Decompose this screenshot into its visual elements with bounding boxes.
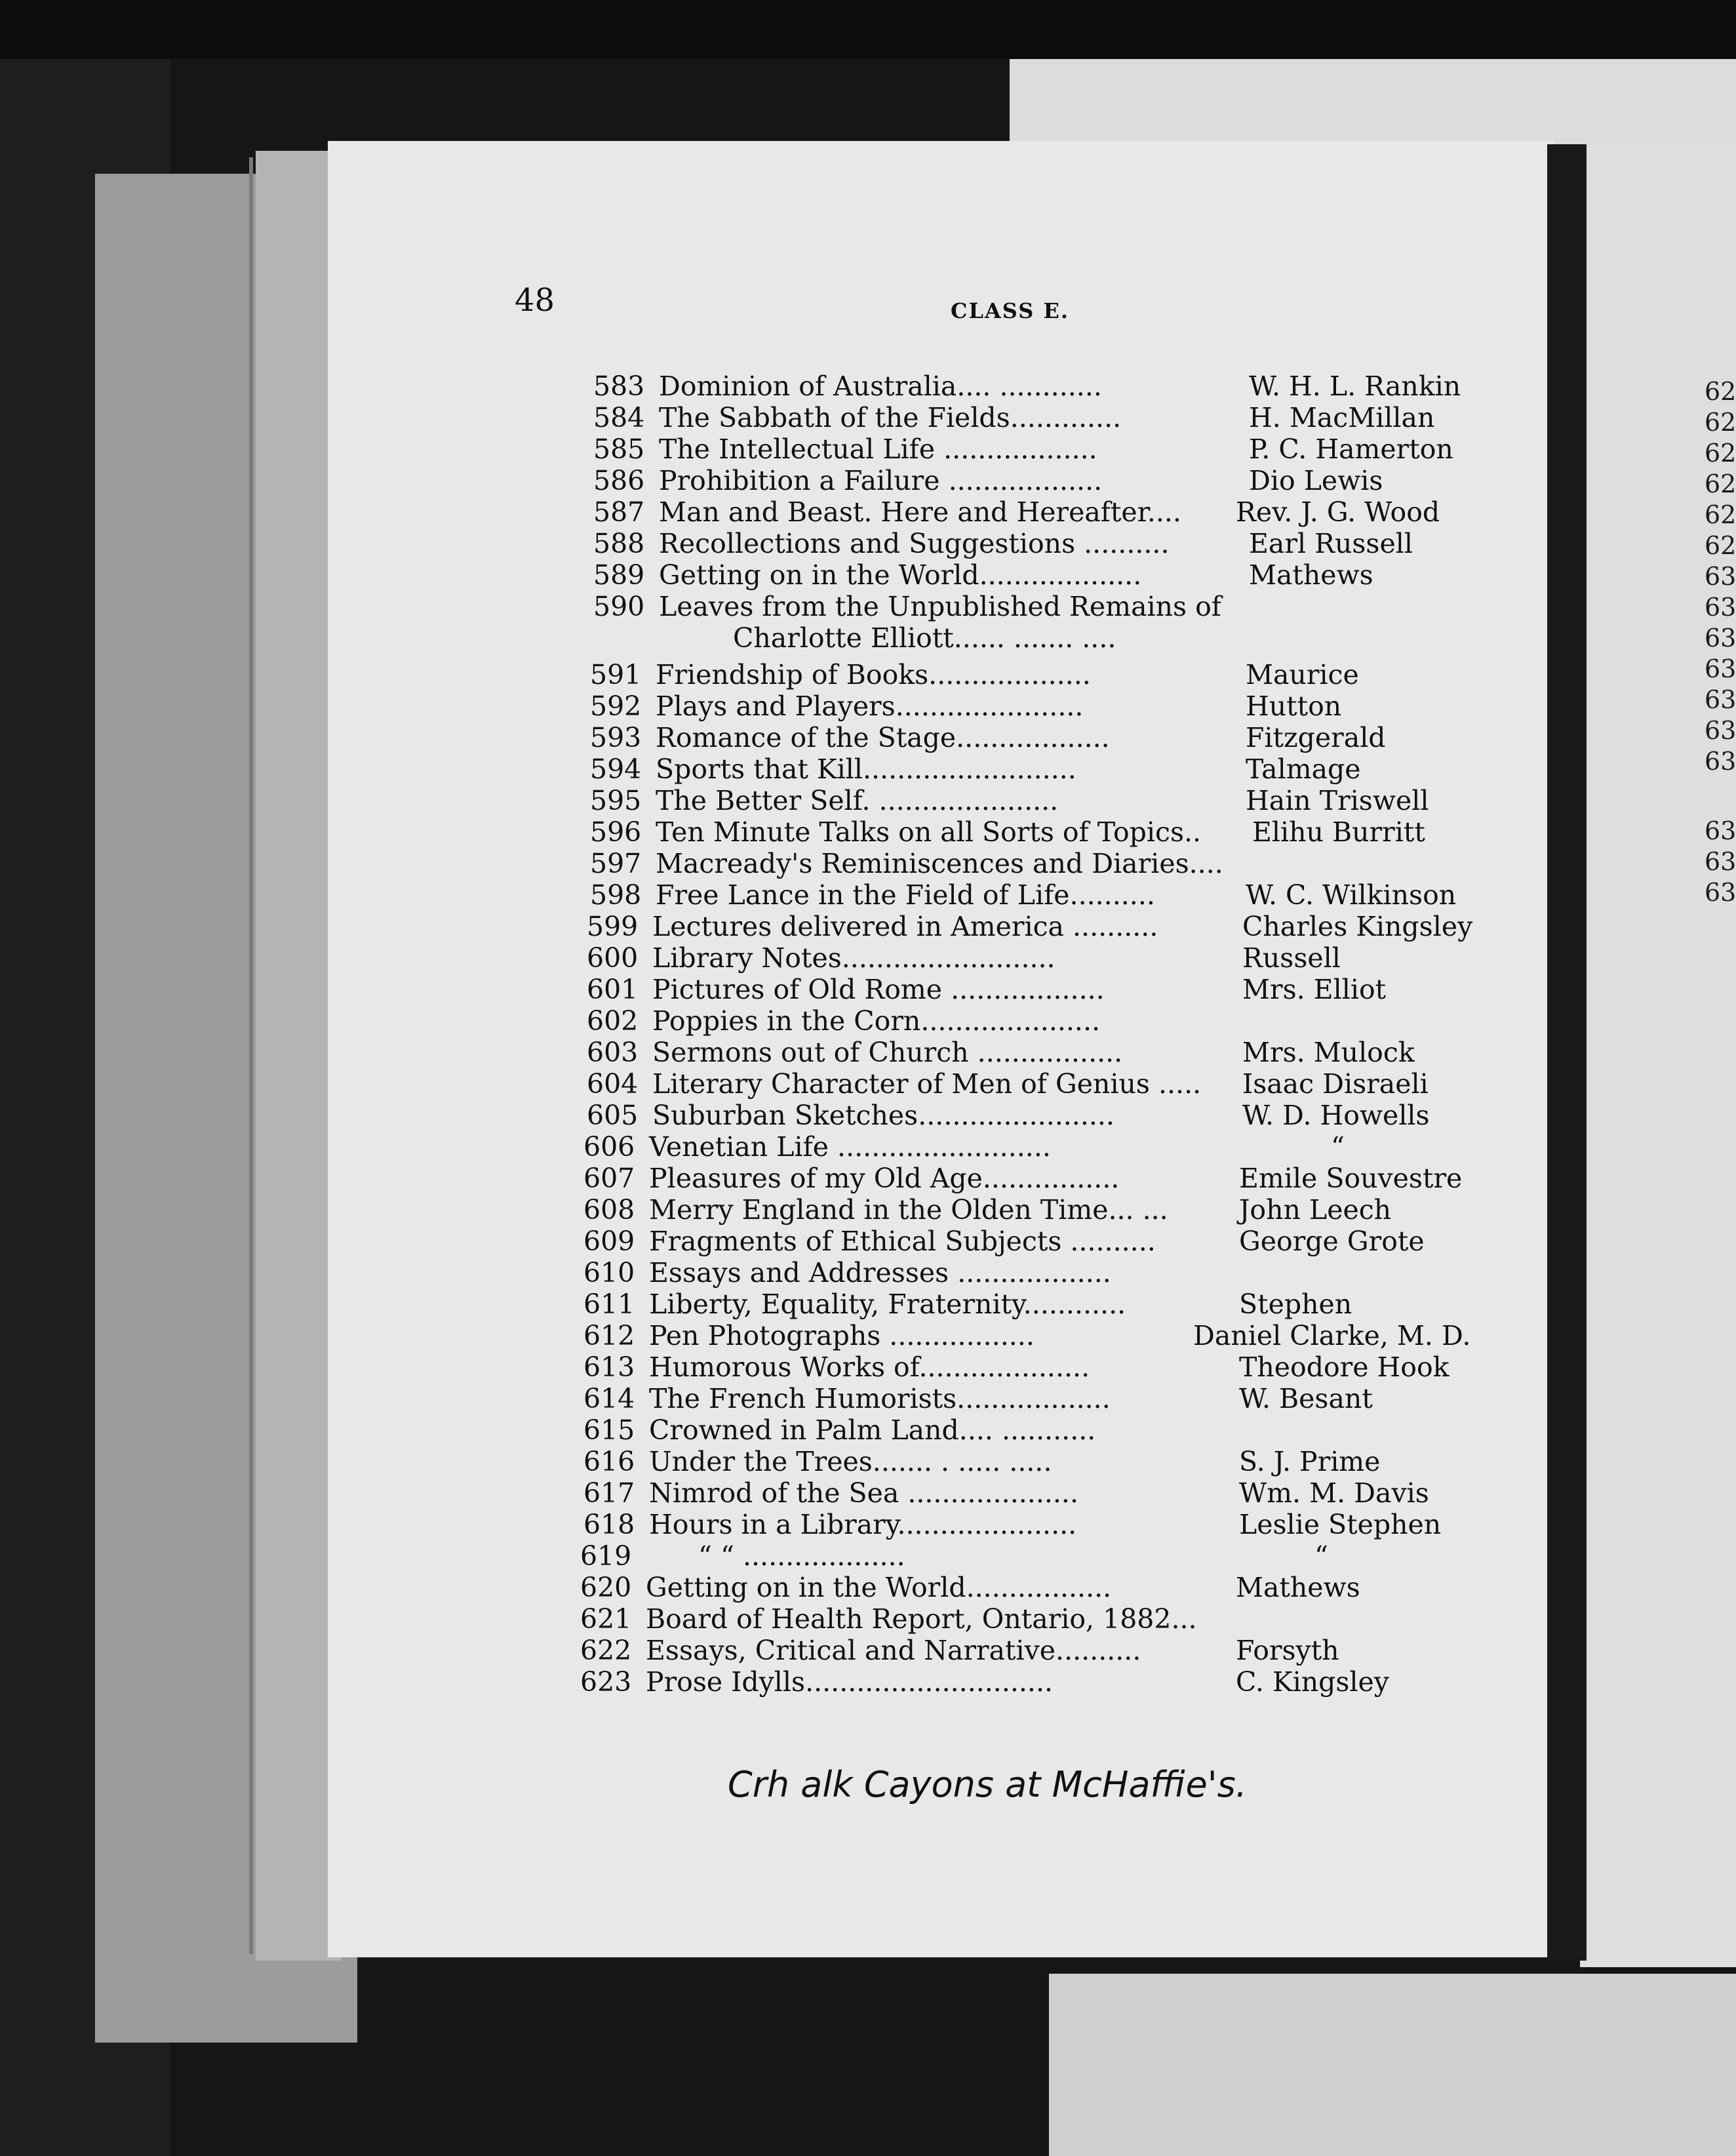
entry-number: 620	[580, 1572, 632, 1603]
entry-number: 597	[590, 848, 642, 879]
entry-author: W. D. Howells	[1242, 1100, 1430, 1131]
entry-number: 596	[590, 816, 642, 848]
entry-author: Charles Kingsley	[1242, 911, 1473, 942]
entry-author: Hutton	[1246, 690, 1342, 722]
entry-number: 602	[587, 1005, 639, 1037]
right-page-number: 63	[1705, 847, 1736, 876]
entry-title: Dominion of Australia.... ............	[659, 370, 1102, 402]
class-heading: CLASS E.	[951, 298, 1069, 323]
entry-title: Lectures delivered in America ..........	[652, 911, 1158, 942]
entry-number: 604	[587, 1068, 639, 1100]
entry-number: 616	[583, 1446, 635, 1477]
entry-title: Getting on in the World.................	[646, 1572, 1112, 1603]
entry-number: 608	[583, 1194, 635, 1226]
entry-author: W. H. L. Rankin	[1249, 370, 1461, 402]
entry-number: 586	[593, 465, 645, 496]
entry-title: Crowned in Palm Land.... ...........	[649, 1414, 1096, 1446]
entry-title: Sports that Kill.........................	[656, 753, 1076, 785]
entry-number: 593	[590, 722, 642, 753]
entry-number: 598	[590, 879, 642, 911]
right-page-number: 63	[1705, 878, 1736, 907]
entry-author: W. Besant	[1239, 1383, 1373, 1414]
entry-author: P. C. Hamerton	[1249, 433, 1453, 465]
entry-title-continued: Charlotte Elliott...... ....... ....	[733, 622, 1116, 654]
entry-number: 600	[587, 942, 639, 974]
right-page-number: 62	[1705, 377, 1736, 406]
entry-title: Literary Character of Men of Genius .....	[652, 1068, 1202, 1100]
entry-title: Man and Beast. Here and Hereafter....	[659, 496, 1181, 528]
entry-title: Humorous Works of....................	[649, 1351, 1090, 1383]
entry-number: 603	[587, 1037, 639, 1068]
entry-author: John Leech	[1239, 1194, 1392, 1226]
entry-number: 619	[580, 1540, 632, 1572]
entry-author: Forsyth	[1236, 1635, 1339, 1666]
entry-number: 610	[583, 1257, 635, 1288]
entry-author: Stephen	[1239, 1288, 1352, 1320]
entry-author: Mrs. Mulock	[1242, 1037, 1415, 1068]
entry-author: “	[1314, 1540, 1328, 1572]
entry-author: Theodore Hook	[1239, 1351, 1450, 1383]
entry-author: C. Kingsley	[1236, 1666, 1389, 1698]
entry-number: 583	[593, 370, 645, 402]
entry-title: Pen Photographs .................	[649, 1320, 1035, 1351]
entry-number: 618	[583, 1509, 635, 1540]
right-page-number: 62	[1705, 439, 1736, 468]
entry-title: Friendship of Books...................	[656, 659, 1091, 690]
entry-title: Suburban Sketches.......................	[652, 1100, 1115, 1131]
entry-author: H. MacMillan	[1249, 402, 1435, 433]
entry-author: Mathews	[1236, 1572, 1360, 1603]
entry-number: 591	[590, 659, 642, 690]
entry-author: Mrs. Elliot	[1242, 974, 1387, 1005]
page-number: 48	[515, 282, 555, 319]
right-page-number: 63	[1705, 716, 1736, 745]
entry-title: Macready's Reminiscences and Diaries....	[656, 848, 1223, 879]
right-page-number: 63	[1705, 685, 1736, 714]
right-page-number: 62	[1705, 531, 1736, 560]
entry-title: The Sabbath of the Fields.............	[659, 402, 1122, 433]
entry-number: 585	[593, 433, 645, 465]
entry-title: Romance of the Stage..................	[656, 722, 1110, 753]
entry-author: W. C. Wilkinson	[1246, 879, 1457, 911]
entry-author: Russell	[1242, 942, 1341, 974]
entry-number: 621	[580, 1603, 632, 1635]
cloth-bottom	[1049, 1974, 1736, 2156]
entry-title: The Better Self. .....................	[656, 785, 1059, 816]
entry-number: 605	[587, 1100, 639, 1131]
entry-title: Hours in a Library.....................	[649, 1509, 1077, 1540]
right-page-number: 62	[1705, 469, 1736, 498]
entry-author: Mathews	[1249, 559, 1373, 591]
entry-number: 601	[587, 974, 639, 1005]
entry-title: Fragments of Ethical Subjects ..........	[649, 1226, 1156, 1257]
entry-author: George Grote	[1239, 1226, 1425, 1257]
entry-title: Nimrod of the Sea ....................	[649, 1477, 1078, 1509]
entry-author: Emile Souvestre	[1239, 1163, 1463, 1194]
entry-author: Hain Triswell	[1246, 785, 1429, 816]
entry-title: Ten Minute Talks on all Sorts of Topics..	[656, 816, 1202, 848]
entry-number: 615	[583, 1414, 635, 1446]
entry-number: 611	[583, 1288, 635, 1320]
entry-title: Pictures of Old Rome ..................	[652, 974, 1105, 1005]
entry-number: 590	[593, 591, 645, 622]
entry-title: Pleasures of my Old Age................	[649, 1163, 1120, 1194]
entry-title: Essays, Critical and Narrative..........	[646, 1635, 1141, 1666]
entry-number: 622	[580, 1635, 632, 1666]
entry-author: Maurice	[1246, 659, 1359, 690]
entry-title: Venetian Life .........................	[649, 1131, 1051, 1163]
entry-number: 614	[583, 1383, 635, 1414]
entry-title: Recollections and Suggestions ..........	[659, 528, 1170, 559]
entry-number: 606	[583, 1131, 635, 1163]
entry-author: Wm. M. Davis	[1239, 1477, 1429, 1509]
entry-author: Earl Russell	[1249, 528, 1413, 559]
footer-advertisement: Crh alk Cayons at McHaffie's.	[728, 1764, 1247, 1805]
entry-number: 587	[593, 496, 645, 528]
right-page-number: 63	[1705, 816, 1736, 845]
entry-title: Library Notes.........................	[652, 942, 1055, 974]
entry-author: Talmage	[1246, 753, 1361, 785]
entry-author: “	[1331, 1131, 1345, 1163]
entry-number: 599	[587, 911, 639, 942]
entry-number: 612	[583, 1320, 635, 1351]
entry-author: S. J. Prime	[1239, 1446, 1381, 1477]
entry-author: Daniel Clarke, M. D.	[1193, 1320, 1471, 1351]
stack-shadow-line	[249, 157, 253, 1954]
entry-title: Prohibition a Failure ..................	[659, 465, 1103, 496]
entry-number: 607	[583, 1163, 635, 1194]
entry-number: 623	[580, 1666, 632, 1698]
entry-number: 613	[583, 1351, 635, 1383]
entry-number: 595	[590, 785, 642, 816]
entry-title: Leaves from the Unpublished Remains of	[659, 591, 1221, 622]
right-page-number: 62	[1705, 500, 1736, 529]
entry-title: Liberty, Equality, Fraternity............	[649, 1288, 1126, 1320]
right-page-number: 63	[1705, 562, 1736, 591]
entry-number: 609	[583, 1226, 635, 1257]
entry-title: Sermons out of Church .................	[652, 1037, 1123, 1068]
entry-title: Essays and Addresses ..................	[649, 1257, 1111, 1288]
entry-title: Free Lance in the Field of Life..........	[656, 879, 1155, 911]
right-page-number: 62	[1705, 408, 1736, 437]
entry-title: Board of Health Report, Ontario, 1882...	[646, 1603, 1197, 1635]
book-gutter	[1547, 144, 1587, 1961]
right-page-number: 63	[1705, 624, 1736, 652]
entry-title: “ “ ...................	[698, 1540, 905, 1572]
entry-number: 594	[590, 753, 642, 785]
entry-title: The French Humorists..................	[649, 1383, 1111, 1414]
entry-number: 617	[583, 1477, 635, 1509]
entry-number: 589	[593, 559, 645, 591]
entry-author: Dio Lewis	[1249, 465, 1383, 496]
entry-title: Under the Trees....... . ..... .....	[649, 1446, 1052, 1477]
entry-number: 584	[593, 402, 645, 433]
entry-author: Isaac Disraeli	[1242, 1068, 1429, 1100]
entry-title: Getting on in the World...................	[659, 559, 1142, 591]
entry-title: Merry England in the Olden Time... ...	[649, 1194, 1168, 1226]
right-page-number: 63	[1705, 593, 1736, 622]
entry-title: Plays and Players......................	[656, 690, 1084, 722]
entry-author: Rev. J. G. Wood	[1236, 496, 1440, 528]
background-top	[0, 0, 1736, 59]
entry-number: 592	[590, 690, 642, 722]
right-page-number: 63	[1705, 654, 1736, 683]
entry-author: Fitzgerald	[1246, 722, 1386, 753]
right-page-number: 63	[1705, 747, 1736, 776]
entry-number: 588	[593, 528, 645, 559]
entry-title: The Intellectual Life ..................	[659, 433, 1097, 465]
entry-author: Leslie Stephen	[1239, 1509, 1442, 1540]
entry-title: Poppies in the Corn.....................	[652, 1005, 1101, 1037]
entry-title: Prose Idylls.............................	[646, 1666, 1054, 1698]
entry-author: Elihu Burritt	[1252, 816, 1425, 848]
